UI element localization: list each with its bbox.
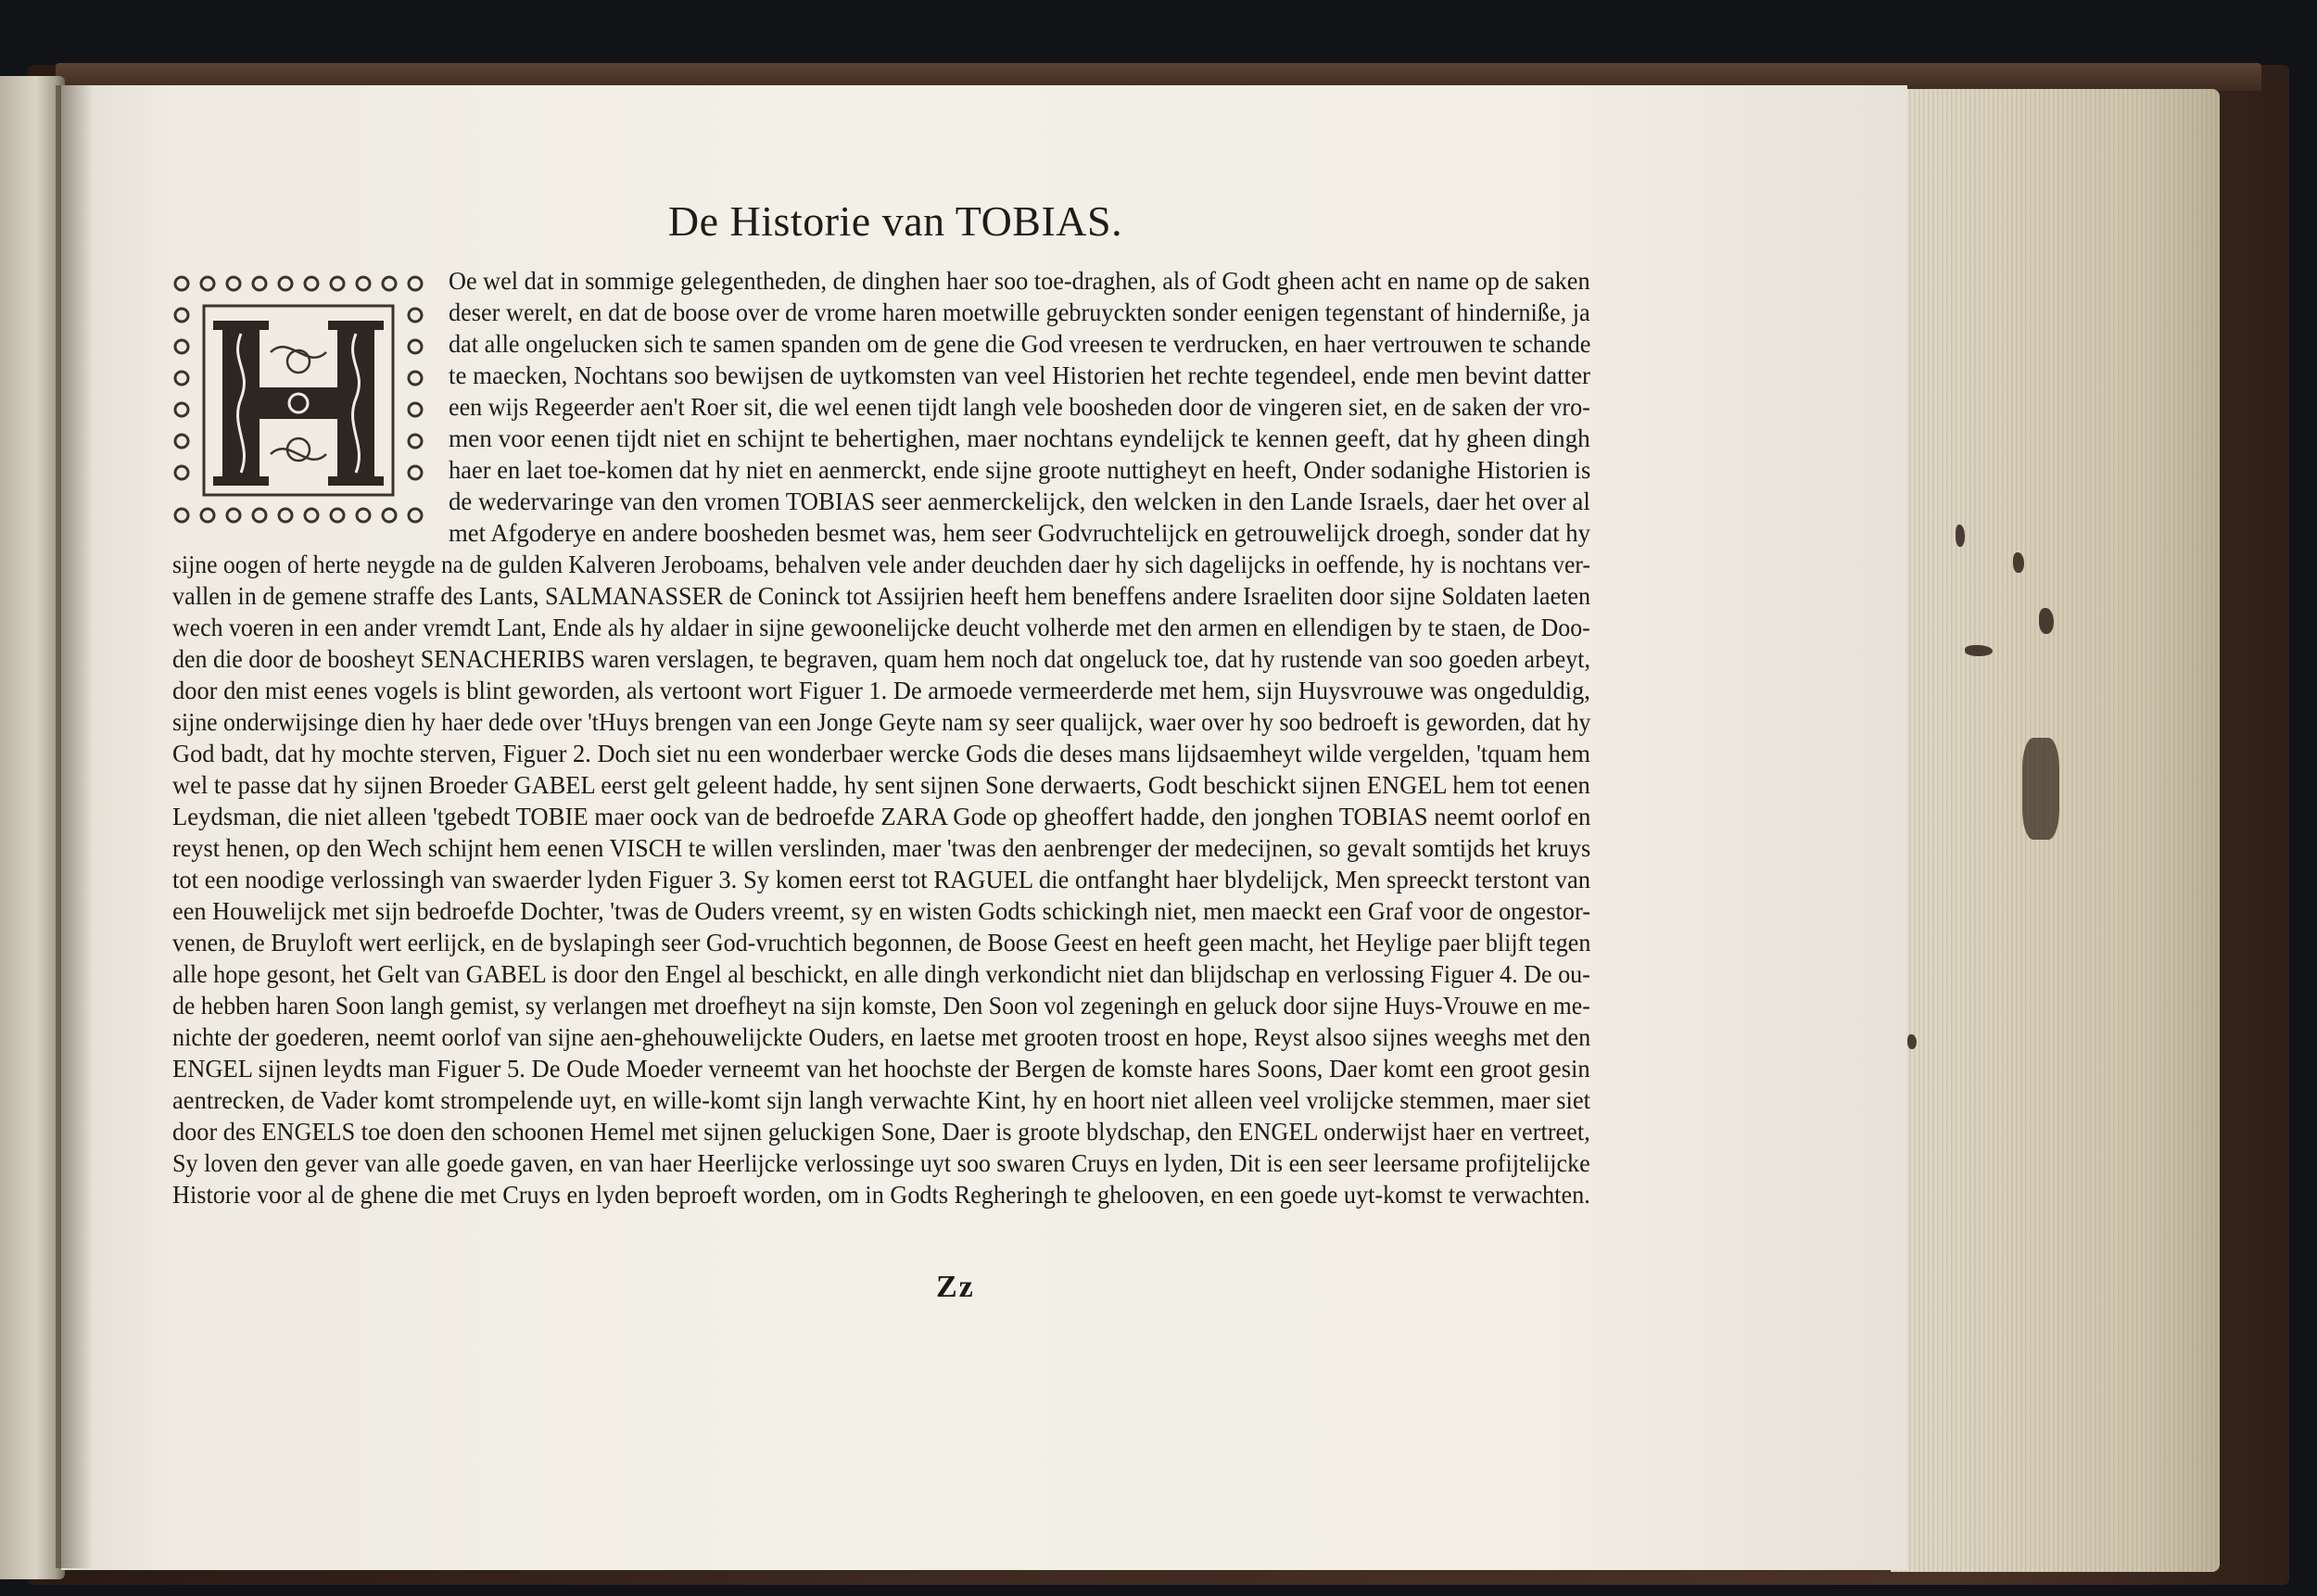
- text-line: venen, de Bruyloft wert eerlijck, en de byslapingh seer God-vruchtich begonnen, de Boose Geest en heeft geen macht, het Heylige paer blijft tegen: [172, 928, 1591, 956]
- text-line: sijne onderwijsinge dien hy haer dede over 'tHuys brengen van een Jonge Geyte nam sy seer qualijck, waer over hy soo bedroeft is geworden, dat hy: [172, 707, 1591, 736]
- text-line: tot een noodige verlossingh van swaerder lyden Figuer 3. Sy komen eerst tot RAGUEL die ontfanght haer blydelijck, Men spreeckt terstont van: [172, 865, 1591, 893]
- page-edge-stack: [1891, 89, 2220, 1572]
- text-line: wech voeren in een ander vremdt Lant, Ende als hy aldaer in sijne gewoonelijcke deucht volherde met den armen en ellendigen by te staen, de Doo-: [172, 613, 1590, 641]
- text-line: de hebben haren Soon langh gemist, sy verlangen met droefheyt na sijn komste, Den Soon vol zegeningh en geluck door sijne Huys-Vrouwe en me-: [172, 991, 1590, 1020]
- text-line: nichte der goederen, neemt oorlof van sijne aen-ghehouwelijckte Ouders, en laetse met grooten troost en hope, Reyst alsoo sijnes weeghs met den: [172, 1022, 1591, 1051]
- text-line: wel te passe dat hy sijnen Broeder GABEL eerst gelt geleent hadde, hy sent sijnen Sone derwaerts, Godt beschickt sijnen ENGEL hem tot eenen: [172, 770, 1590, 799]
- text-line: deser werelt, en dat de boose over de vrome haren moetwille gebruyckten sonder eenigen tegenstant of hinderniße, ja: [449, 298, 1590, 326]
- text-line: dat alle ongelucken sich te samen spanden om de gene die God vreesen te verdrucken, en haer vertrouwen te schande: [449, 329, 1591, 358]
- text-line: Leydsman, die niet alleen 'tgebedt TOBIE maer oock van de bedroefde ZARA Gode op gheoffert hadde, den jonghen TOBIAS neemt oorlof en: [172, 802, 1591, 830]
- text-line: alle hope gesont, het Gelt van GABEL is door den Engel al beschickt, en alle dingh verkondicht niet dan blijdschap en verlossing Figuer 4. De ou-: [172, 959, 1590, 988]
- catchword: Zz: [936, 1270, 975, 1304]
- gutter-shadow: [56, 85, 93, 1568]
- decorated-initial: [169, 269, 439, 530]
- text-line: een wijs Regeerder aen't Roer sit, die wel eenen tijdt langh vele boosheden door de vingeren siet, en de saken der vro-: [449, 392, 1590, 421]
- text-line: een Houwelijck met sijn bedroefde Dochter, 'twas de Ouders vreemt, sy en wisten Godts schickingh niet, men maeckt een Graf voor de ongestor-: [172, 896, 1590, 925]
- text-line: te maecken, Nochtans soo bewijsen de uytkomsten van veel Historien het rechte tegendeel, ende men bevint datter: [449, 361, 1591, 389]
- text-line: men voor eenen tijdt niet en schijnt te behertighen, maer nochtans eyndelijck te kennen geeft, dat hy gheen dingh: [449, 424, 1590, 452]
- text-line: Oe wel dat in sommige gelegentheden, de dinghen haer soo toe-draghen, als of Godt gheen acht en name op de saken: [449, 266, 1590, 295]
- text-line: reyst henen, op den Wech schijnt hem eenen VISCH te willen verslinden, maer 'twas den aenbrenger der medecijnen, so gevalt somtijds het kruys: [172, 833, 1591, 862]
- text-line: door den mist eenes vogels is blint geworden, als vertoont wort Figuer 1. De armoede vermeerderde met hem, sijn Huysvrouwe was ongeduldig,: [172, 676, 1590, 704]
- text-line: sijne oogen of herte neygde na de gulden Kalveren Jeroboams, behalven vele ander deuchden daer hy sich dagelijcks in oeffende, hy is nochtans ver-: [172, 550, 1590, 578]
- text-line: vallen in de gemene straffe des Lants, SALMANASSER de Coninck tot Assijrien heeft hem beneffens andere Israeliten door sijne Soldaten laeten: [172, 581, 1591, 610]
- text-line: haer en laet toe-komen dat hy niet en aenmerckt, ende sijne groote nuttigheyt en heeft, Onder sodanighe Historien is: [449, 455, 1591, 484]
- text-line: de wedervaringe van den vromen TOBIAS seer aenmerckelijck, den welcken in den Lande Israels, daer het over al: [449, 487, 1590, 515]
- page-title: De Historie van TOBIAS.: [667, 197, 1123, 245]
- text-line: God badt, dat hy mochte sterven, Figuer 2. Doch siet nu een wonderbaer wercke Gods die deses mans lijdsaemheyt wilde vergelden, 'tquam hem: [172, 739, 1590, 767]
- text-line: Historie voor al de ghene die met Cruys en lyden beproeft worden, om in Godts Regheringh te ghelooven, en een goede uyt-komst te verwachten.: [172, 1180, 1590, 1209]
- decorated-initial-h-icon: [169, 269, 439, 530]
- text-line: Sy loven den gever van alle goede gaven, en van haer Heerlijcke verlossinge uyt soo swaren Cruys en lyden, Dit is een seer leersame profijtelijcke: [172, 1148, 1590, 1177]
- text-line: door des ENGELS toe doen den schoonen Hemel met sijnen geluckigen Sone, Daer is groote blydschap, den ENGEL onderwijst haer en vertreet,: [172, 1117, 1590, 1146]
- text-line: aentrecken, de Vader komt strompelende uyt, en wille-komt sijn langh verwachte Kint, hy en hoort niet alleen veel vrolijcke stemmen, maer siet: [172, 1085, 1591, 1114]
- text-line: met Afgoderye en andere boosheden besmet was, hem seer Godvruchtelijck en getrouwelijck droegh, sonder dat hy: [449, 518, 1590, 547]
- text-line: den die door de boosheyt SENACHERIBS waren verslagen, te begraven, quam hem noch dat ongeluck toe, dat hy rustende van soo goeden arbeyt,: [172, 644, 1590, 673]
- text-line: ENGEL sijnen leydts man Figuer 5. De Oude Moeder verneemt van het hoochste der Bergen de komste hares Soons, Daer komt een groot gesin: [172, 1054, 1590, 1083]
